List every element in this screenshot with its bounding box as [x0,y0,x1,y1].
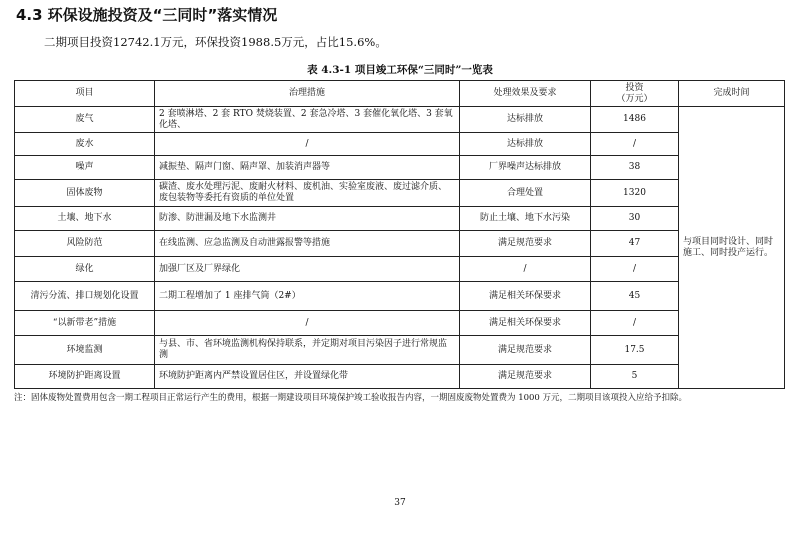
table-row [15,156,785,180]
table-row [15,282,785,311]
row-investment: / [591,257,679,282]
row-measures: 碳渣、废水处理污泥、废耐火材料、废机油、实验室废液、废过滤介质、废包装物等委托有资质的单位处置 [155,180,460,207]
header-item: 项目 [15,81,155,107]
row-effect: / [460,257,591,282]
row-item: 环境监测 [15,336,155,365]
row-item: 固体废物 [15,180,155,207]
row-measures: 与县、市、省环境监测机构保持联系，并定期对项目污染因子进行常规监测 [155,336,460,365]
row-item: 风险防范 [15,231,155,257]
row-investment: 45 [591,282,679,311]
row-investment: 17.5 [591,336,679,365]
row-effect: 合理处置 [460,180,591,207]
row-investment: / [591,311,679,336]
row-effect: 达标排放 [460,133,591,156]
row-investment: 30 [591,207,679,231]
table-caption: 表 4.3-1 项目竣工环保“三同时”一览表 [307,64,493,76]
table-row [15,207,785,231]
row-item: 噪声 [15,156,155,180]
table-row [15,257,785,282]
row-effect: 满足规范要求 [460,365,591,389]
section-heading [16,4,277,25]
header-investment-unit: （万元） [616,93,653,104]
row-item: 废气 [15,107,155,133]
header-effect: 处理效果及要求 [460,81,591,107]
header-measures: 治理措施 [155,81,460,107]
row-measures: 环境防护距离内严禁设置居住区，并设置绿化带 [155,365,460,389]
row-investment: 47 [591,231,679,257]
row-measures: 防渗、防泄漏及地下水监测井 [155,207,460,231]
row-measures: 在线监测、应急监测及自动泄露报警等措施 [155,231,460,257]
row-item: 环境防护距离设置 [15,365,155,389]
completion-time-cell: 与项目同时设计、同时施工、同时投产运行。 [679,107,785,389]
row-measures: / [155,133,460,156]
row-investment: 1486 [591,107,679,133]
row-measures: 二期工程增加了 1 座排气筒（2#） [155,282,460,311]
row-item: 废水 [15,133,155,156]
row-investment: 1320 [591,180,679,207]
table-row [15,107,785,133]
intro-paragraph: 二期项目投资12742.1万元，环保投资1988.5万元，占比15.6%。 [44,35,387,49]
table-row [15,231,785,257]
row-effect: 达标排放 [460,107,591,133]
page-number: 37 [394,498,406,508]
row-effect: 厂界噪声达标排放 [460,156,591,180]
row-measures: 减振垫、隔声门窗、隔声罩、加装消声器等 [155,156,460,180]
table-row [15,365,785,389]
row-item: 土壤、地下水 [15,207,155,231]
header-investment [591,81,679,107]
row-item: 清污分流、排口规划化设置 [15,282,155,311]
table-row [15,133,785,156]
row-effect: 满足相关环保要求 [460,282,591,311]
table-header-row [15,81,785,107]
table-row [15,311,785,336]
row-investment: 5 [591,365,679,389]
row-effect: 满足规范要求 [460,231,591,257]
table-row [15,336,785,365]
row-investment: / [591,133,679,156]
row-item: 绿化 [15,257,155,282]
row-effect: 满足相关环保要求 [460,311,591,336]
section-number: 4.3 [16,6,43,24]
row-item: “以新带老”措施 [15,311,155,336]
row-measures: / [155,311,460,336]
row-measures: 2 套喷淋塔、2 套 RTO 焚烧装置、2 套急冷塔、3 套催化氧化塔、3 套氧化塔、 [155,107,460,133]
header-investment-label: 投资 [625,82,644,93]
row-effect: 防止土壤、地下水污染 [460,207,591,231]
table-footnote: 注：固体废物处置费用包含一期工程项目正常运行产生的费用，根据一期建设项目环境保护竣工验收报告内容，一期固废废物处置费为 1000 万元，二期项目该项投入应给予扣除。 [14,393,688,403]
section-title: 环保设施投资及“三同时”落实情况 [47,6,278,24]
table-row [15,180,785,207]
header-completion: 完成时间 [679,81,785,107]
row-measures: 加强厂区及厂界绿化 [155,257,460,282]
row-effect: 满足规范要求 [460,336,591,365]
row-investment: 38 [591,156,679,180]
three-simultaneous-table [14,80,785,389]
